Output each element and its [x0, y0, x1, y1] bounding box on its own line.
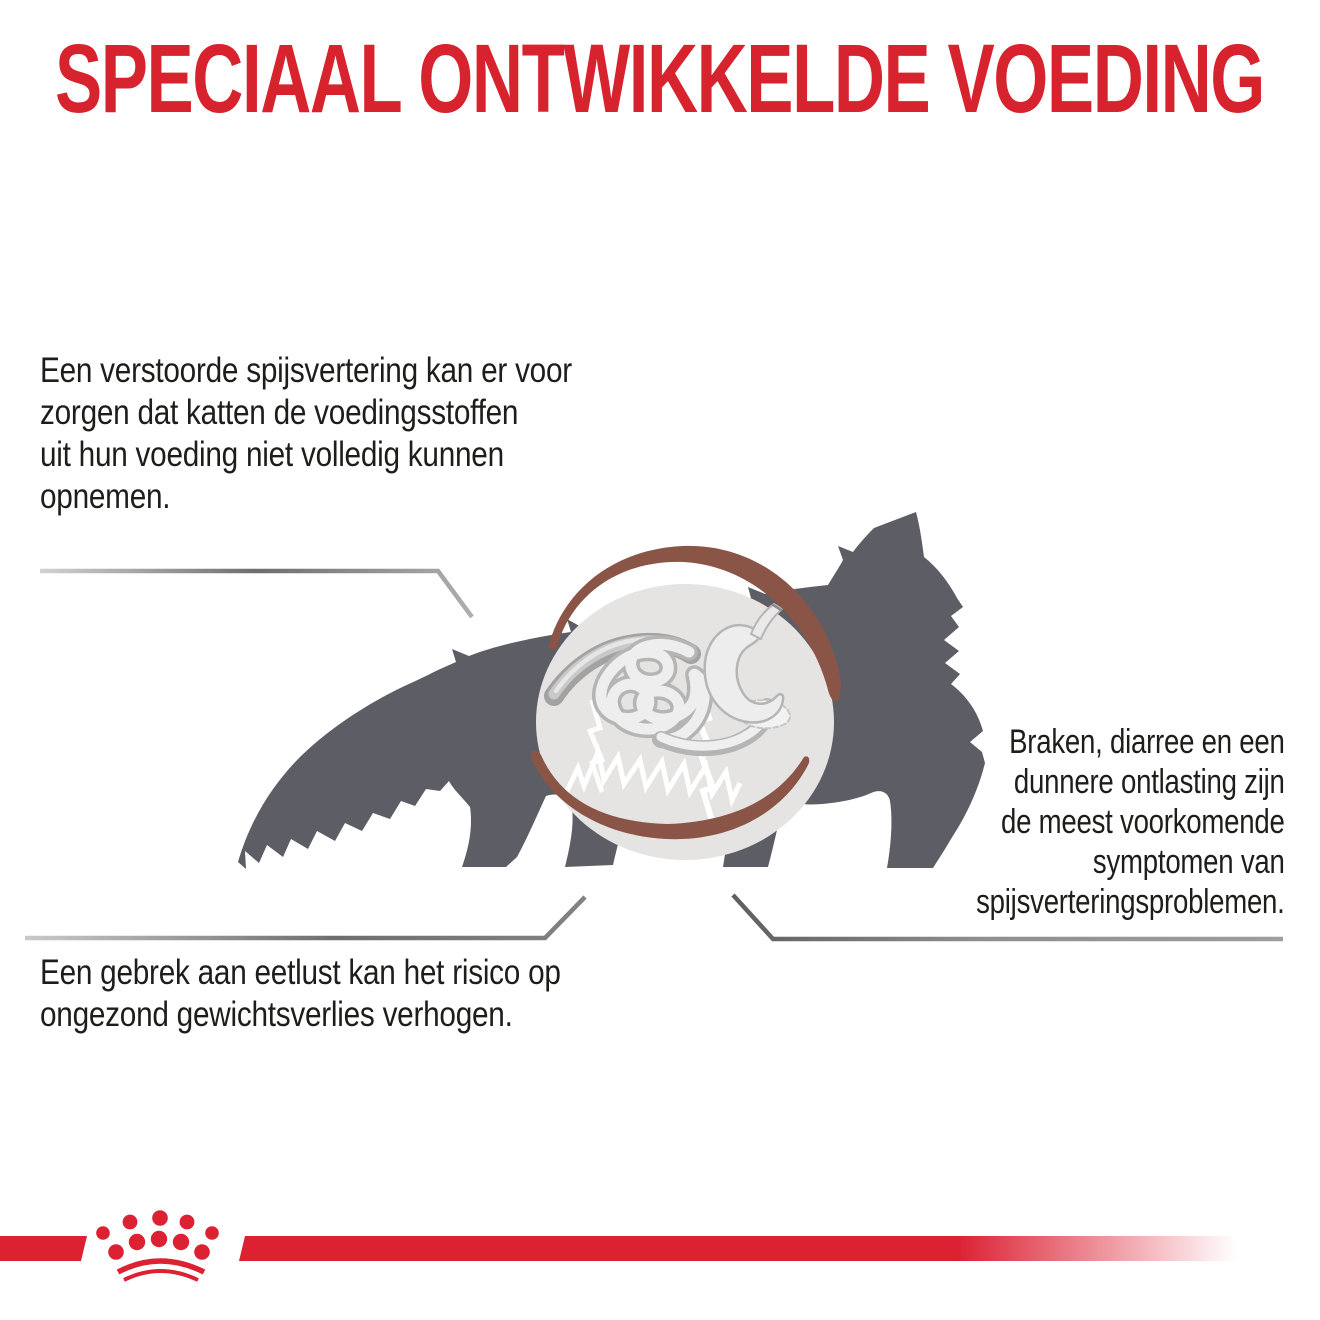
appetite-line: ongezond gewichtsverlies verhogen. — [40, 995, 513, 1034]
brand-band-right — [239, 1236, 1237, 1261]
brand-footer — [0, 1210, 1237, 1280]
digestion-line: opnemen. — [40, 477, 171, 516]
digestion-line: uit hun voeding niet volledig kunnen — [40, 435, 504, 474]
symptoms-line: dunnere ontlasting zijn — [1014, 763, 1285, 801]
callout-text-appetite — [40, 952, 561, 1036]
royal-canin-crown-logo — [96, 1210, 219, 1280]
symptoms-line: Braken, diarree en een — [1009, 723, 1285, 761]
callout-text-symptoms — [977, 722, 1285, 922]
appetite-line: Een gebrek aan eetlust kan het risico op — [40, 953, 561, 992]
digestion-line: zorgen dat katten de voedingsstoffen — [40, 393, 519, 432]
symptoms-line: symptomen van — [1093, 843, 1285, 881]
small-intestine — [601, 644, 704, 739]
brand-band-left — [0, 1236, 87, 1261]
digestion-line: Een verstoorde spijsvertering kan er voor — [40, 351, 572, 390]
symptoms-line: de meest voorkomende — [1001, 803, 1285, 841]
callout-line-digestion — [40, 571, 472, 617]
page-title: SPECIAAL ONTWIKKELDE VOEDING — [55, 24, 1264, 133]
callout-line-appetite — [25, 897, 585, 938]
symptoms-line: spijsverteringsproblemen. — [976, 883, 1285, 921]
